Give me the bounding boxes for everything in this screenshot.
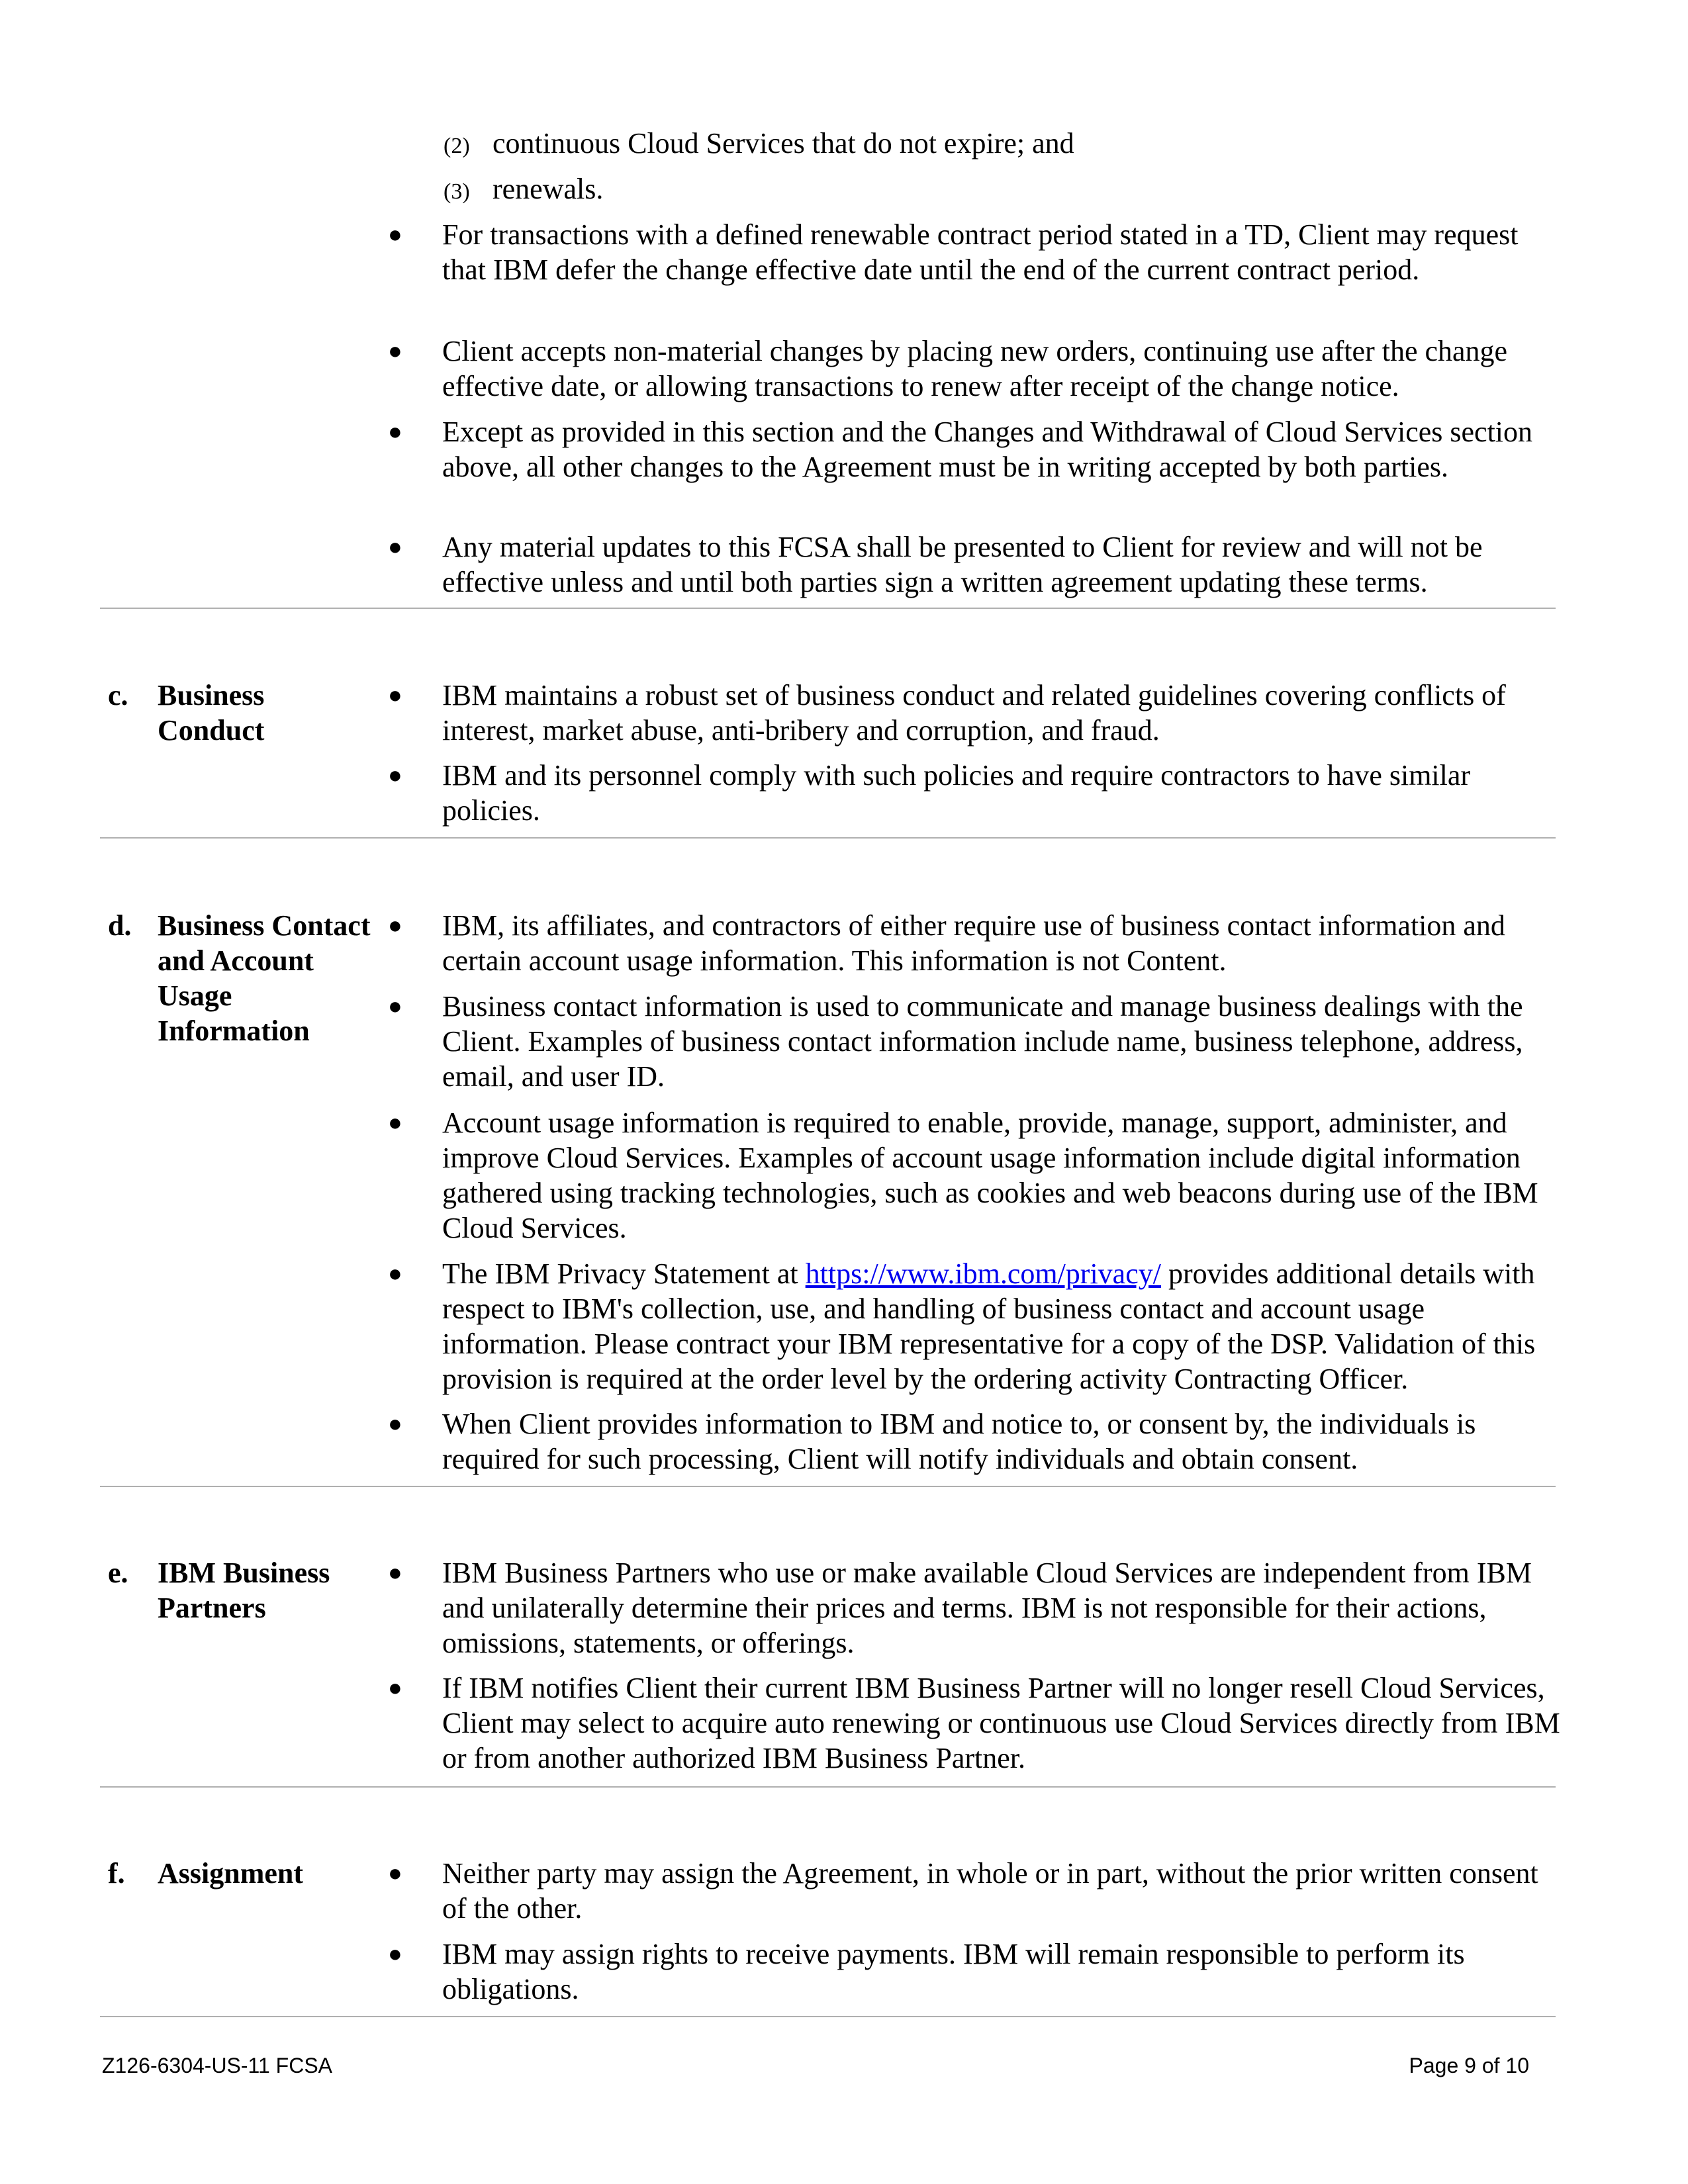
sub-item-number: (3) xyxy=(444,179,470,204)
bullet-icon: ● xyxy=(388,1260,402,1287)
footer-doc-id: Z126-6304-US-11 FCSA xyxy=(102,2054,332,2077)
bullet-icon: ● xyxy=(388,1109,402,1136)
section-divider xyxy=(100,1786,1556,1788)
list-item-text: Except as provided in this section and the Changes and Withdrawal of Cloud Services section above, all other changes to the Agreement must be in writing accepted by both parties. xyxy=(442,416,1533,483)
bullet-icon: ● xyxy=(388,993,402,1019)
list-item-text: When Client provides information to IBM and notice to, or consent by, the individuals is required for such processing, Client will notify individuals and obtain consent. xyxy=(442,1408,1476,1475)
privacy-statement-link[interactable]: https://www.ibm.com/privacy/ xyxy=(805,1257,1161,1290)
section-divider xyxy=(100,1486,1556,1487)
list-item-text xyxy=(442,1256,1561,1396)
bullet-icon: ● xyxy=(388,418,402,445)
bullet-icon: ● xyxy=(388,221,402,248)
bullet-icon: ● xyxy=(388,682,402,708)
section-divider xyxy=(100,608,1556,609)
bullet-icon: ● xyxy=(388,1940,402,1967)
bullet-icon: ● xyxy=(388,338,402,364)
section-title: Business Contact and Account Usage Information xyxy=(158,909,371,1047)
bullet-icon: ● xyxy=(388,1674,402,1701)
list-item-text: Account usage information is required to enable, provide, manage, support, administer, and improve Cloud Services. Examples of account usage information include digital information gathered using tracking technologies, such as cookies and web beacons during use of the IBM Cloud Services. xyxy=(442,1107,1538,1244)
list-item-text: If IBM notifies Client their current IBM Business Partner will no longer resell Cloud Services, Client may select to acquire auto renewing or continuous use Cloud Services directly from IBM or from another authorized IBM Business Partner. xyxy=(442,1672,1560,1774)
sub-item-text: continuous Cloud Services that do not expire; and xyxy=(492,127,1074,159)
list-item-text: IBM, its affiliates, and contractors of either require use of business contact information and certain account usage information. This information is not Content. xyxy=(442,909,1505,977)
bullet-icon: ● xyxy=(388,762,402,788)
privacy-text-after: provides additional details with respect to IBM's collection, use, and handling of business contact and account usage information. Please contract your IBM representative for a copy of the DSP. Validation of this provision is required at the order level by the ordering activity Contracting Officer. xyxy=(442,1257,1536,1395)
sub-item-text: renewals. xyxy=(492,173,604,205)
list-item-text: For transactions with a defined renewable contract period stated in a TD, Client may request that IBM defer the change effective date until the end of the current contract period. xyxy=(442,218,1519,286)
section-divider xyxy=(100,2016,1556,2017)
section-letter: f. xyxy=(108,1857,125,1889)
bullet-icon: ● xyxy=(388,1860,402,1886)
list-item-text: IBM Business Partners who use or make available Cloud Services are independent from IBM and unilaterally determine their prices and terms. IBM is not responsible for their actions, omissions, statements, or offerings. xyxy=(442,1557,1532,1659)
list-item-text: Client accepts non-material changes by placing new orders, continuing use after the change effective date, or allowing transactions to renew after receipt of the change notice. xyxy=(442,335,1508,402)
section-letter: c. xyxy=(108,679,128,711)
footer-page-number: Page 9 of 10 xyxy=(1409,2054,1529,2077)
bullet-icon: ● xyxy=(388,912,402,938)
list-item-text: IBM may assign rights to receive payments. IBM will remain responsible to perform its obligations. xyxy=(442,1938,1465,2005)
list-item-text: Any material updates to this FCSA shall be presented to Client for review and will not be effective unless and until both parties sign a written agreement updating these terms. xyxy=(442,531,1483,598)
section-letter: d. xyxy=(108,909,132,942)
bullet-icon: ● xyxy=(388,533,402,560)
section-letter: e. xyxy=(108,1557,128,1589)
section-title: Business Conduct xyxy=(158,679,265,747)
section-title: IBM Business Partners xyxy=(158,1557,330,1624)
bullet-icon: ● xyxy=(388,1559,402,1586)
section-divider xyxy=(100,837,1556,839)
sub-item-number: (2) xyxy=(444,134,470,158)
privacy-text-before: The IBM Privacy Statement at xyxy=(442,1257,806,1290)
list-item-text: Business contact information is used to communicate and manage business dealings with the Client. Examples of business contact information include name, business telephone, address, email, and user ID. xyxy=(442,990,1523,1093)
list-item-text: Neither party may assign the Agreement, in whole or in part, without the prior written consent of the other. xyxy=(442,1857,1538,1925)
bullet-icon: ● xyxy=(388,1410,402,1437)
list-item-text: IBM maintains a robust set of business conduct and related guidelines covering conflicts of interest, market abuse, anti-bribery and corruption, and fraud. xyxy=(442,679,1506,747)
section-title: Assignment xyxy=(158,1857,304,1889)
list-item-text: IBM and its personnel comply with such policies and require contractors to have similar policies. xyxy=(442,759,1471,827)
